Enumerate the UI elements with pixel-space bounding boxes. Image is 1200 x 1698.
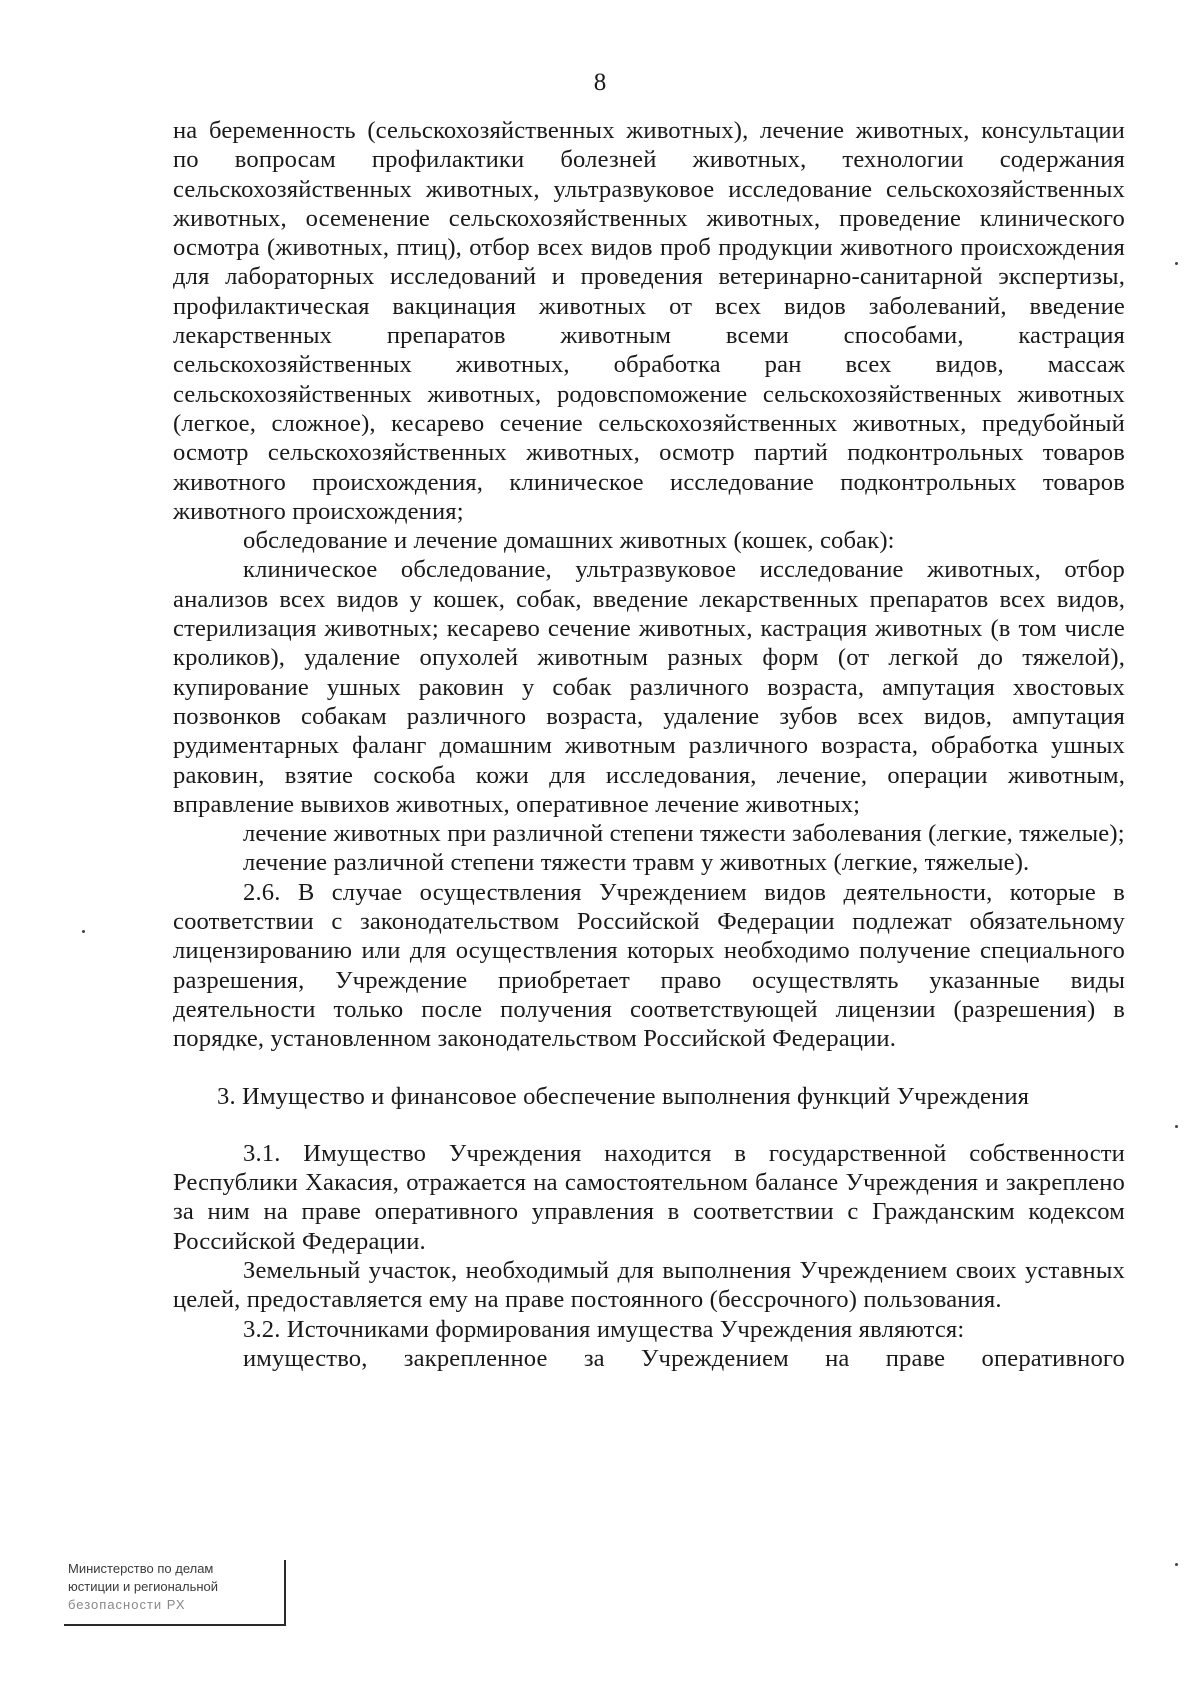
paragraph-property-item: имущество, закрепленное за Учреждением на праве оперативного (243, 1344, 1125, 1372)
margin-dot (1175, 1125, 1178, 1128)
paragraph-3-1: 3.1. Имущество Учреждения находится в государственной собственности Республики Хакасия, отражается на самостоятельном балансе Учреждения и закреплено за ним на праве оперативного управления в соответствии с Гражданским кодексом Российской Федерации. (173, 1139, 1125, 1255)
margin-dot (1175, 1563, 1178, 1566)
section-3-heading: 3. Имущество и финансовое обеспечение выполнения функций Учреждения (217, 1082, 1030, 1110)
stamp-line-3: безопасности РХ (68, 1597, 186, 1612)
page-number: 8 (593, 69, 607, 96)
margin-dot (82, 930, 85, 933)
paragraph-pets-services: клиническое обследование, ультразвуковое исследование животных, отбор анализов всех видов у кошек, собак, введение лекарственных препаратов всех видов, стерилизация животных; кесарево сечение животных, кастрация животных (в том числе кроликов), удаление опухолей животным разных форм (от легкой до тяжелой), купирование ушных раковин у собак различного возраста, ампутация хвостовых позвонков собакам различного возраста, удаление зубов всех видов, ампутация рудиментарных фаланг домашним животным различного возраста, обработка ушных раковин, взятие соскоба кожи для исследования, лечение, операции животным, вправление вывихов животных, оперативное лечение животных; (173, 556, 1125, 818)
paragraph-3-2: 3.2. Источниками формирования имущества Учреждения являются: (243, 1315, 965, 1343)
document-body (173, 116, 1125, 1373)
stamp-line-2: юстиции и региональной (68, 1579, 219, 1594)
stamp-line-1: Министерство по делам (68, 1561, 214, 1576)
registration-stamp (64, 1560, 286, 1626)
margin-dot (1175, 262, 1178, 265)
paragraph-pets-heading: обследование и лечение домашних животных (кошек, собак): (243, 527, 895, 555)
paragraph-land-plot: Земельный участок, необходимый для выполнения Учреждением своих уставных целей, предоставляется ему на праве постоянного (бессрочного) пользования. (173, 1256, 1125, 1314)
paragraph-disease-treatment: лечение животных при различной степени тяжести заболевания (легкие, тяжелые); (243, 820, 1125, 848)
paragraph-continuation: на беременность (сельскохозяйственных животных), лечение животных, консультации по вопросам профилактики болезней животных, технологии содержания сельскохозяйственных животных, ультразвуковое исследование сельскохозяйственных животных, осеменение сельскохозяйственных животных, проведение клинического осмотра (животных, птиц), отбор всех видов проб продукции животного происхождения для лабораторных исследований и проведения ветеринарно-санитарной экспертизы, профилактическая вакцинация животных от всех видов заболеваний, введение лекарственных препаратов животным всеми способами, кастрация сельскохозяйственных животных, обработка ран всех видов, массаж сельскохозяйственных животных, родовспоможение сельскохозяйственных животных (легкое, сложное), кесарево сечение сельскохозяйственных животных, предубойный осмотр сельскохозяйственных животных, осмотр партий подконтрольных товаров животного происхождения, клиническое исследование подконтрольных товаров животного происхождения; (173, 117, 1125, 525)
paragraph-injury-treatment: лечение различной степени тяжести травм у животных (легкие, тяжелые). (243, 849, 1030, 877)
paragraph-2-6: 2.6. В случае осуществления Учреждением видов деятельности, которые в соответствии с законодательством Российской Федерации подлежат обязательному лицензированию или для осуществления которых необходимо получение специального разрешения, Учреждение приобретает право осуществлять указанные виды деятельности только после получения соответствующей лицензии (разрешения) в порядке, установленном законодательством Российской Федерации. (173, 878, 1125, 1053)
